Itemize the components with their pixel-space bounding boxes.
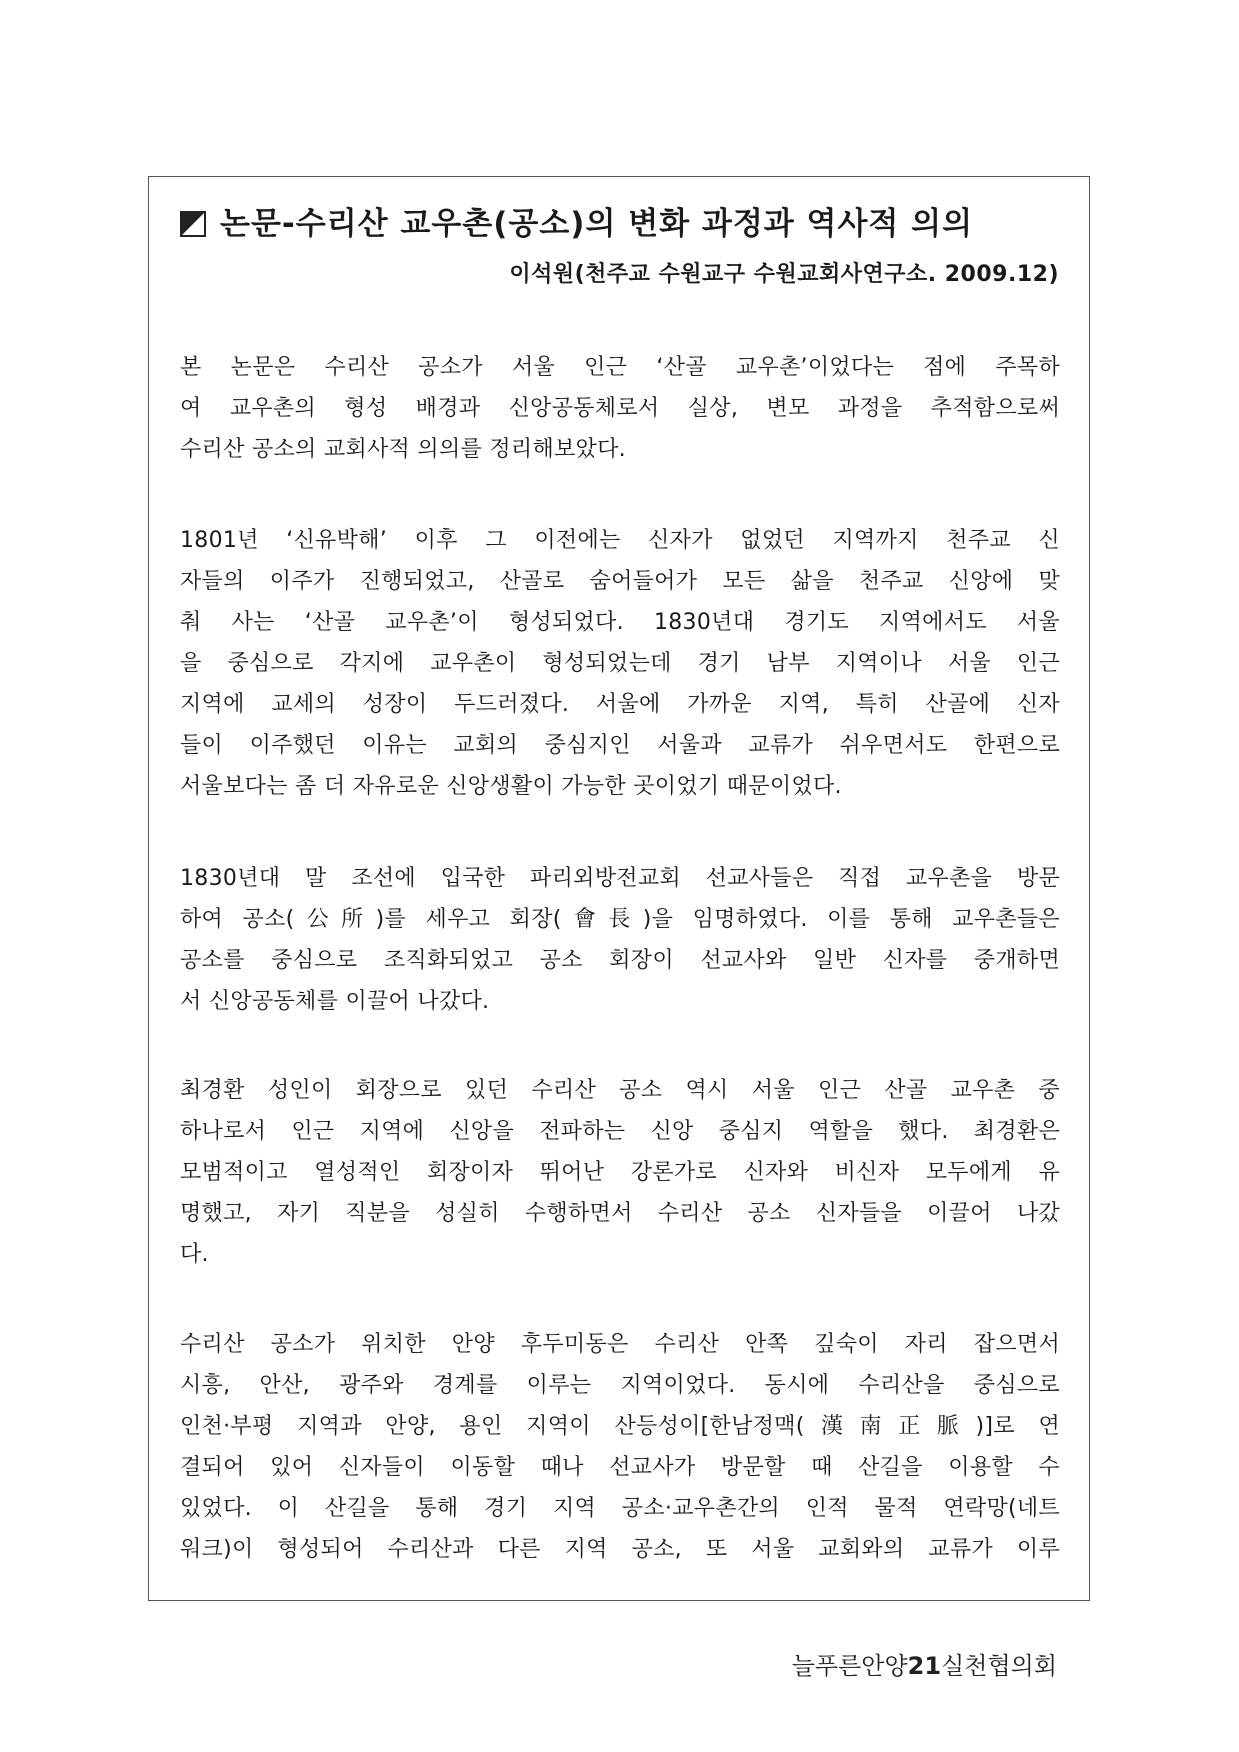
text-line: 수리산 공소의 교회사적 의의를 정리해보았다. (180, 437, 626, 462)
footer-prefix: 늘푸른안양 (791, 1652, 908, 1680)
footer-suffix: 실천협의회 (941, 1652, 1057, 1680)
text-line: 결되어 있어 신자들이 이동할 때나 선교사가 방문할 때 산길을 이용할 수 (180, 1455, 1060, 1480)
text-line: 1801년 ‘신유박해’ 이후 그 이전에는 신자가 없었던 지역까지 천주교 신 (180, 528, 1060, 553)
paragraph-2 (180, 520, 1060, 807)
text-line: 명했고, 자기 직분을 성실히 수행하면서 수리산 공소 신자들을 이끌어 나갔 (180, 1201, 1060, 1226)
text-line: 1830년대 말 조선에 입국한 파리외방전교회 선교사들은 직접 교우촌을 방문 (180, 866, 1060, 891)
text-line: 있었다. 이 산길을 통해 경기 지역 공소·교우촌간의 인적 물적 연락망(네트 (180, 1496, 1060, 1521)
text-line: 워크)이 형성되어 수리산과 다른 지역 공소, 또 서울 교회와의 교류가 이루 (180, 1537, 1060, 1562)
author-line: 이석원(천주교 수원교구 수원교회사연구소. 2009.12) (509, 262, 1059, 287)
text-line: 수리산 공소가 위치한 안양 후두미동은 수리산 안쪽 깊숙이 자리 잡으면서 (180, 1332, 1060, 1357)
page-footer (792, 1646, 1057, 1681)
text-line: 춰 사는 ‘산골 교우촌’이 형성되었다. 1830년대 경기도 지역에서도 서울 (180, 610, 1060, 635)
text-line: 하나로서 인근 지역에 신앙을 전파하는 신앙 중심지 역할을 했다. 최경환은 (180, 1119, 1060, 1144)
paragraph-5 (180, 1324, 1060, 1570)
text-line: 여 교우촌의 형성 배경과 신앙공동체로서 실상, 변모 과정을 추적함으로써 (180, 396, 1060, 421)
text-line: 시흥, 안산, 광주와 경계를 이루는 지역이었다. 동시에 수리산을 중심으로 (180, 1373, 1060, 1398)
paragraph-3 (180, 858, 1060, 1022)
title-text: 논문-수리산 교우촌(공소)의 변화 과정과 역사적 의의 (220, 206, 974, 242)
text-line: 지역에 교세의 성장이 두드러졌다. 서울에 가까운 지역, 특히 산골에 신자 (180, 692, 1060, 717)
text-line: 모범적이고 열성적인 회장이자 뛰어난 강론가로 신자와 비신자 모두에게 유 (180, 1160, 1060, 1185)
text-line: 자들의 이주가 진행되었고, 산골로 숨어들어가 모든 삶을 천주교 신앙에 맞 (180, 569, 1060, 594)
paragraph-1 (180, 347, 1060, 470)
text-line: 최경환 성인이 회장으로 있던 수리산 공소 역시 서울 인근 산골 교우촌 중 (180, 1078, 1060, 1103)
page-number: 21 (907, 1652, 942, 1680)
paragraph-4 (180, 1070, 1060, 1275)
text-line: 서 신앙공동체를 이끌어 나갔다. (180, 989, 490, 1014)
article-title (180, 198, 1060, 243)
text-line: 다. (180, 1242, 209, 1267)
half-filled-square-icon (180, 211, 206, 237)
text-line: 들이 이주했던 이유는 교회의 중심지인 서울과 교류가 쉬우면서도 한편으로 (180, 733, 1060, 758)
text-line: 서울보다는 좀 더 자유로운 신앙생활이 가능한 곳이었기 때문이었다. (180, 774, 842, 799)
text-line: 공소를 중심으로 조직화되었고 공소 회장이 선교사와 일반 신자를 중개하면 (180, 948, 1060, 973)
text-line: 인천·부평 지역과 안양, 용인 지역이 산등성이[한남정맥(漢南正脈)]로 연 (180, 1414, 1060, 1439)
text-line: 을 중심으로 각지에 교우촌이 형성되었는데 경기 남부 지역이나 서울 인근 (180, 651, 1060, 676)
text-line: 하여 공소(公所)를 세우고 회장(會長)을 임명하였다. 이를 통해 교우촌들은 (180, 907, 1060, 932)
text-line: 본 논문은 수리산 공소가 서울 인근 ‘산골 교우촌’이었다는 점에 주목하 (180, 355, 1060, 380)
